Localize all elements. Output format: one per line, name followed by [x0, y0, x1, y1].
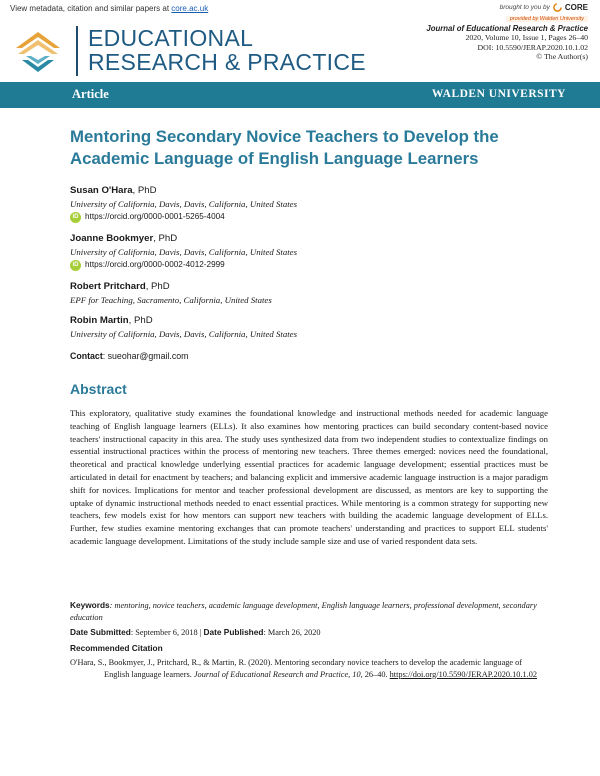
author-affiliation: University of California, Davis, Davis, California, United States	[70, 199, 298, 209]
journal-title: Journal of Educational Research & Practice	[426, 24, 588, 33]
provided-by: provided by Walden University	[506, 16, 588, 22]
citation-doi-link[interactable]: https://doi.org/10.5590/JERAP.2020.10.1.02	[389, 669, 538, 679]
abstract-text: This exploratory, qualitative study examines the foundational knowledge and instructional methods needed for academic language teaching of English language learners (ELLs). It also examines how mentoring practices can build secondary content-based novice teachers' instructional capacity in this area. The study uses synthesized data from two independent studies to contextualize findings on essential instructional practices within the process of mentoring new teachers. Three themes emerged: novices need the foundational, theoretical and practical knowledge underlying essential practices for academic language development; essential practices must be articulated in detail for enactment by teachers; and balancing explicit and immersive academic language instruction is a major paradigm shift for novices. Implications for mentor and teacher professional development are discussed, as mentors are key to supporting the uptake of dynamic instructional methods needed to enact essential practices. While mentoring is a common strategy for supporting new teachers, few models exist for how mentors can support new teachers with building the academic language development of ELLs. Further, few studies examine mentoring exchanges that can promote teachers' understanding and practices to support ELL students' academic language development. Limitations of the study include sample size and use of varied respondent data sets.	[70, 408, 548, 546]
core-link[interactable]: core.ac.uk	[171, 4, 209, 13]
author-block	[70, 315, 297, 340]
copyright: © The Author(s)	[536, 51, 588, 61]
author-affiliation: University of California, Davis, Davis, California, United States	[70, 247, 298, 257]
core-bar	[0, 0, 600, 26]
brought-by-text: brought to you by	[499, 4, 550, 11]
recommended-citation-heading: Recommended Citation	[70, 643, 163, 653]
orcid-link[interactable]	[70, 211, 297, 223]
author-name: Susan O'Hara	[70, 185, 133, 196]
contact-email[interactable]: : sueohar@gmail.com	[102, 351, 189, 361]
orcid-icon: iD	[70, 260, 81, 271]
date-published: : March 26, 2020	[263, 628, 321, 637]
article-title: Mentoring Secondary Novice Teachers to Develop the Academic Language of English Language Learners	[70, 127, 499, 168]
contact-line	[70, 351, 188, 361]
author-block	[70, 185, 297, 223]
doi: DOI: 10.5590/JERAP.2020.10.1.02	[477, 42, 588, 52]
publisher-label: WALDEN UNIVERSITY	[431, 88, 566, 100]
wordmark-line-2: RESEARCH & PRACTICE	[88, 49, 366, 75]
recommended-citation	[70, 657, 548, 680]
keywords-list: : mentoring, novice teachers, academic language development, English language learners, professional development, secondary education	[70, 601, 537, 622]
author-block	[70, 233, 297, 271]
author-block	[70, 281, 272, 306]
masthead-divider	[76, 26, 78, 76]
year-volume: 2020, Volume 10, Issue 1, Pages 26–40	[465, 33, 588, 43]
author-affiliation: EPF for Teaching, Sacramento, California, United States	[70, 295, 272, 305]
core-brand[interactable]	[500, 3, 588, 12]
author-name: Robin Martin	[70, 315, 129, 326]
article-band	[0, 82, 600, 108]
keywords	[70, 600, 548, 623]
citation-journal: Journal of Educational Research and Practice, 10	[193, 669, 361, 679]
masthead	[0, 26, 600, 82]
core-logo-icon	[553, 3, 562, 12]
author-name: Joanne Bookmyer	[70, 233, 154, 244]
author-degree: , PhD	[145, 281, 170, 292]
wordmark-line-1: EDUCATIONAL	[88, 25, 254, 51]
orcid-link[interactable]	[70, 259, 297, 271]
author-affiliation: University of California, Davis, Davis, California, United States	[70, 329, 298, 339]
abstract-heading: Abstract	[70, 381, 127, 397]
citation-authors-title: O'Hara, S., Bookmyer, J., Pritchard, R., & Martin, R. (2020). Mentoring secondary novice teachers to develop the academic language of English language learners.	[70, 658, 523, 679]
contact-label: Contact	[70, 351, 103, 361]
author-degree: , PhD	[153, 233, 178, 244]
author-name: Robert Pritchard	[70, 281, 146, 292]
orcid-icon: iD	[70, 212, 81, 223]
keywords-label: Keywords	[70, 600, 110, 610]
author-degree: , PhD	[128, 315, 153, 326]
date-published-label: Date Published	[203, 627, 264, 637]
article-label: Article	[72, 87, 109, 101]
core-logo-text: CORE	[564, 3, 588, 12]
date-submitted-label: Date Submitted	[70, 627, 131, 637]
journal-wordmark	[88, 26, 366, 74]
orcid-url[interactable]: https://orcid.org/0000-0001-5265-4004	[85, 212, 225, 221]
author-degree: , PhD	[132, 185, 157, 196]
orcid-url[interactable]: https://orcid.org/0000-0002-4012-2999	[85, 260, 225, 269]
core-metadata-link[interactable]: View metadata, citation and similar papers at core.ac.uk	[10, 4, 209, 13]
date-submitted: : September 6, 2018 |	[130, 628, 204, 637]
dates-line	[70, 627, 321, 637]
journal-logo-icon	[14, 28, 62, 76]
citation-pages: , 26–40.	[360, 669, 390, 679]
publication-info	[426, 24, 588, 61]
